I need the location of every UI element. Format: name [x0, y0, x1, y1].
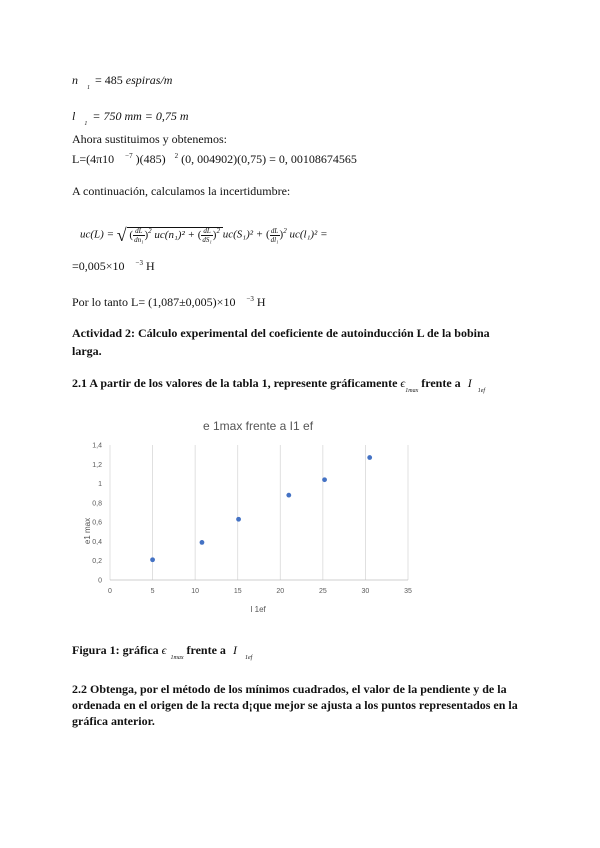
y-tick-label: 1,4: [92, 442, 102, 450]
figure-1-epsilon: ϵ: [161, 643, 167, 657]
sq-1: 2: [148, 226, 152, 235]
x-tick-label: 25: [318, 588, 327, 595]
x-tick-label: 20: [276, 588, 285, 595]
incertidumbre-text: A continuación, calculamos la incertidumbre:: [72, 184, 291, 198]
final-result-a: Por lo tanto L= (1,087±0,005)×10: [72, 295, 236, 309]
n1-subscript: 1: [87, 85, 90, 91]
x-tick-label: 5: [150, 588, 155, 595]
x-tick-label: 10: [191, 588, 200, 595]
l1-line: [72, 109, 189, 127]
l1-value: = 750 mm = 0,75 m: [92, 109, 189, 123]
y-tick-label: 0: [98, 577, 102, 585]
formula-radicand: ( $\frac{dL}{\text{dn₁}}$ )$^2$ uc(n₁)² + ( $\frac{dL}{\text{dS₁}}$ )$^2$: [127, 227, 223, 241]
frac-dl1: dl₁: [270, 235, 279, 244]
L-part-b: )(485): [135, 152, 166, 166]
chart-title: e 1max frente a I1 ef: [202, 419, 314, 433]
section-2-1-frente: frente a: [421, 376, 461, 390]
n1-line: [72, 73, 173, 91]
term-1: uc(n₁)² +: [154, 228, 195, 241]
x-tick-label: 15: [233, 588, 242, 595]
frac-dL-1: dL: [133, 227, 144, 236]
L-part-c: (0, 004902)(0,75) = 0, 00108674565: [181, 152, 357, 166]
x-axis-label: I 1ef: [250, 605, 266, 614]
term-2: uc(S₁)² +: [222, 228, 264, 241]
x-tick-label: 0: [108, 588, 112, 595]
term-3: uc(l₁)² =: [289, 228, 328, 241]
frac-dn1: dn₁: [134, 235, 144, 244]
section-2-2-line2: ordenada en el origen de la recta d¡que mejor se ajusta a los puntos representados en la: [72, 698, 518, 712]
l1-subscript: 1: [84, 121, 88, 127]
figure-1-I: I: [232, 643, 237, 657]
sq-2: 2: [216, 226, 220, 235]
L-exponent-1: −7: [125, 152, 133, 160]
y-tick-labels: [92, 443, 102, 585]
section-2-1: [72, 376, 486, 394]
uc-result-b: H: [146, 259, 155, 273]
section-2-1-I: I: [467, 376, 472, 390]
formula-lhs: uc(L) =: [80, 228, 114, 241]
uncertainty-formula: uc(L) = √ ( $\frac{dL}{\text{dn₁}}$ )$^2$ uc(n₁)² + ( $\frac{dL}{\text{dS₁}}$ )$^2$ uc(S₁)² + ( $\frac{dL}{\text{dl₁}}$ )$^2$ uc(l₁)² =: [80, 225, 328, 245]
y-tick-label: 0,8: [92, 500, 102, 508]
y-tick-label: 0,4: [92, 538, 102, 546]
n1-symbol: n: [72, 73, 78, 87]
section-2-2-line1: 2.2 Obtenga, por el método de los mínimos cuadrados, el valor de la pendiente y de la: [72, 682, 507, 696]
y-tick-label: 0,2: [92, 558, 102, 566]
y-tick-label: 1: [98, 481, 102, 489]
actividad2-title-line1: Actividad 2: Cálculo experimental del coeficiente de autoinducción L de la bobina: [72, 326, 490, 340]
figure-1-epsilon-sub: 1max: [170, 655, 184, 661]
section-2-1-epsilon: ϵ: [400, 376, 406, 390]
figure-1-frente: frente a: [186, 643, 226, 657]
chart-points: [150, 455, 372, 562]
final-result: [72, 296, 266, 308]
data-point: [367, 455, 372, 460]
frac-dS1: dS₁: [202, 235, 212, 244]
sustituimos-text: Ahora sustituimos y obtenemos:: [72, 132, 227, 146]
section-2-1-epsilon-sub: 1max: [405, 388, 419, 394]
scatter-chart: [80, 412, 420, 624]
l1-symbol: l: [72, 109, 76, 123]
data-point: [236, 517, 241, 522]
section-2-1-I-sub: 1ef: [477, 388, 486, 394]
uc-result-exponent: −3: [135, 259, 143, 267]
section-2-2-line3: gráfica anterior.: [72, 714, 155, 728]
figure-1-I-sub: 1ef: [244, 655, 253, 661]
frac-dL-3: dL: [270, 226, 279, 235]
section-2-1-text: 2.1 A partir de los valores de la tabla 1, represente gráficamente: [72, 376, 398, 390]
figure-1-caption: [72, 643, 253, 661]
n1-unit: espiras/m: [125, 73, 173, 87]
data-point: [286, 493, 291, 498]
y-tick-label: 1,2: [92, 461, 102, 469]
data-point: [322, 477, 327, 482]
L-part-a: L=(4π10: [72, 152, 115, 166]
x-tick-label: 35: [404, 588, 412, 595]
final-result-exponent: −3: [246, 295, 254, 303]
y-axis-label: e1 max: [83, 517, 92, 545]
data-point: [150, 557, 155, 562]
final-result-b: H: [256, 295, 266, 309]
L-exponent-2: 2: [174, 152, 179, 160]
figure-1-label: Figura 1: gráfica: [72, 643, 159, 657]
L-computation: [72, 153, 357, 165]
uc-result: [72, 260, 155, 272]
frac-dL-2: dL: [201, 227, 212, 236]
x-tick-label: 30: [361, 588, 370, 595]
n1-value: = 485: [95, 73, 123, 87]
data-point: [200, 540, 205, 545]
y-tick-label: 0,6: [92, 519, 102, 527]
actividad2-title-line2: larga.: [72, 344, 102, 358]
uc-result-a: =0,005×10: [72, 259, 125, 273]
sq-3: 2: [283, 226, 287, 235]
x-tick-labels: [108, 588, 412, 595]
